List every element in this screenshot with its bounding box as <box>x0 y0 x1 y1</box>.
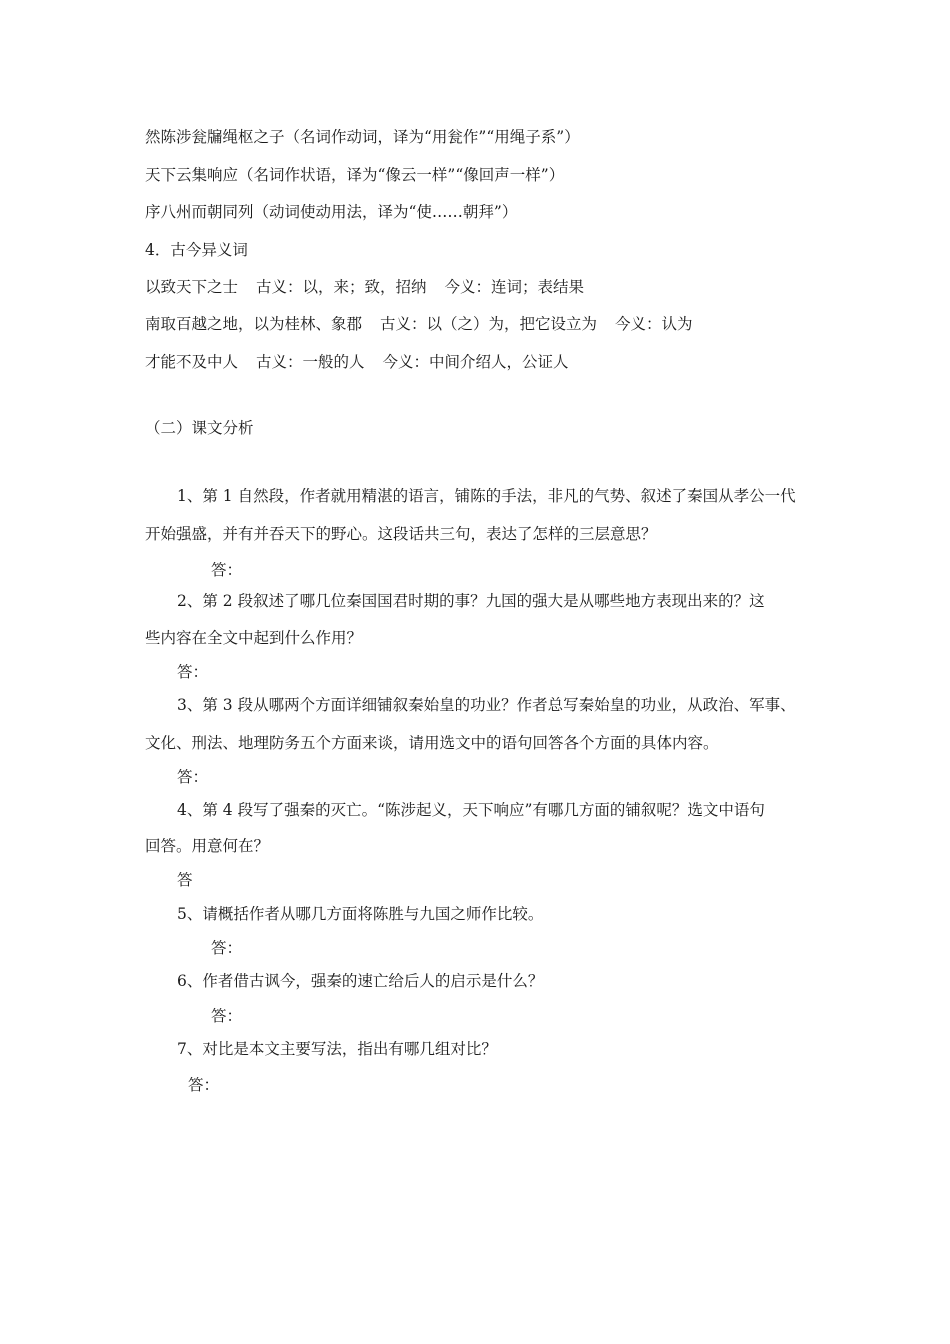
answer-label: 答： <box>188 1076 220 1094</box>
question-3: 3、第 3 段从哪两个方面详细铺叙秦始皇的功业？作者总写秦始皇的功业，从政治、军事、 <box>177 696 796 714</box>
answer-label: 答： <box>177 768 209 786</box>
text-line: 序八州而朝同列（动词使动用法，译为“使……朝拜”） <box>145 203 518 221</box>
question-2: 2、第 2 段叙述了哪几位秦国国君时期的事？九国的强大是从哪些地方表现出来的？这 <box>177 592 765 610</box>
answer-label: 答： <box>211 561 243 579</box>
ancient-meaning: 古义：一般的人 <box>256 353 365 371</box>
subheading: 4．古今异义词 <box>145 241 248 259</box>
text-line: 天下云集响应（名词作状语，译为“像云一样”“像回声一样”） <box>145 166 565 184</box>
question-1: 1、第 1 自然段，作者就用精湛的语言，铺陈的手法，非凡的气势、叙述了秦国从孝公一代 <box>177 487 796 505</box>
answer-label: 答： <box>177 663 209 681</box>
example-phrase: 南取百越之地，以为桂林、象郡 <box>145 315 363 333</box>
question-7: 7、对比是本文主要写法，指出有哪几组对比？ <box>177 1040 497 1058</box>
ancient-meaning: 古义：以，来；致，招纳 <box>256 278 427 296</box>
answer-label: 答： <box>211 1007 243 1025</box>
modern-meaning: 今义：中间介绍人，公证人 <box>382 353 569 371</box>
question-2-cont: 些内容在全文中起到什么作用？ <box>145 629 363 647</box>
question-4-cont: 回答。用意何在？ <box>145 837 270 855</box>
example-phrase: 以致天下之士 <box>145 278 239 296</box>
section-heading: （二）课文分析 <box>145 419 254 437</box>
question-1-cont: 开始强盛，并有并吞天下的野心。这段话共三句，表达了怎样的三层意思？ <box>145 525 657 543</box>
answer-label: 答 <box>177 871 193 889</box>
example-phrase: 才能不及中人 <box>145 353 239 371</box>
modern-meaning: 今义：认为 <box>615 315 693 333</box>
question-4: 4、第 4 段写了强秦的灭亡。“陈涉起义，天下响应”有哪几方面的铺叙呢？选文中语句 <box>177 801 765 819</box>
text-line: 然陈涉瓮牖绳枢之子（名词作动词，译为“用瓮作”“用绳子系”） <box>145 128 580 146</box>
question-6: 6、作者借古讽今，强秦的速亡给后人的启示是什么？ <box>177 972 544 990</box>
answer-label: 答： <box>211 939 243 957</box>
question-3-cont: 文化、刑法、地理防务五个方面来谈，请用选文中的语句回答各个方面的具体内容。 <box>145 734 719 752</box>
text-line <box>145 352 569 372</box>
ancient-meaning: 古义：以（之）为，把它设立为 <box>380 315 598 333</box>
text-line <box>145 314 693 334</box>
question-5: 5、请概括作者从哪几方面将陈胜与九国之师作比较。 <box>177 905 544 923</box>
modern-meaning: 今义：连词；表结果 <box>444 278 585 296</box>
text-line <box>145 277 584 297</box>
